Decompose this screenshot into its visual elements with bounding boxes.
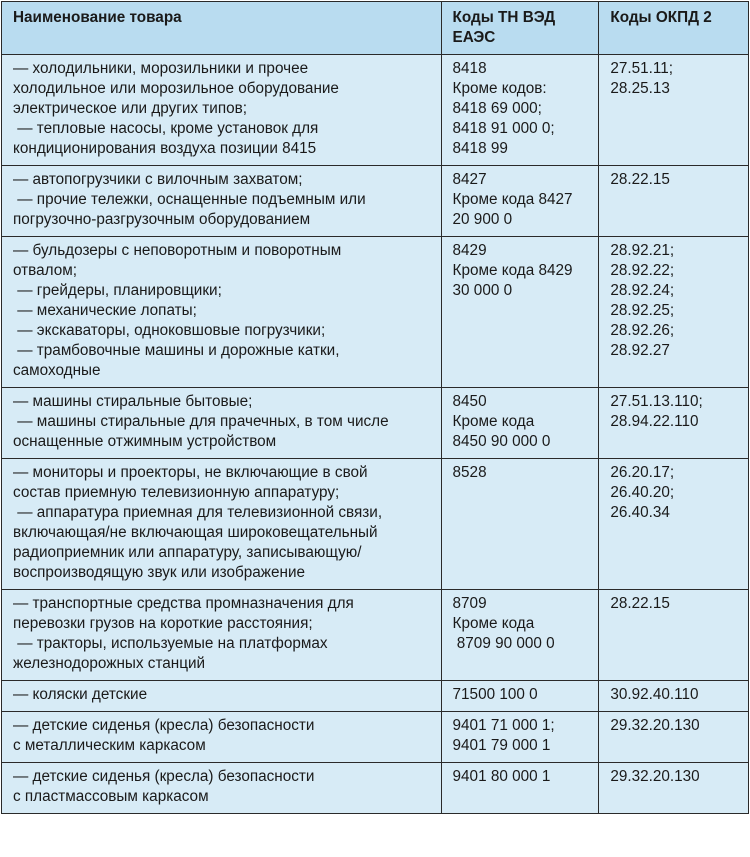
cell-tnved-codes bbox=[441, 459, 599, 590]
cell-text-line: 8427 bbox=[452, 171, 487, 188]
cell-text-line: 8418 99 bbox=[452, 140, 508, 157]
cell-text-line: 30.92.40.110 bbox=[610, 686, 699, 703]
cell-okpd-codes bbox=[599, 388, 749, 459]
cell-text-line: — прочие тележки, оснащенные подъемным или bbox=[13, 191, 366, 208]
cell-text-line: 8418 69 000; bbox=[452, 100, 542, 117]
cell-text-line: включающая/не включающая широковещательный bbox=[13, 524, 378, 541]
cell-text-line: 28.92.25; bbox=[610, 302, 675, 319]
cell-text-line: — механические лопаты; bbox=[13, 302, 197, 319]
table-row bbox=[2, 763, 749, 814]
cell-text-line: 8450 bbox=[452, 393, 487, 410]
cell-text-line: 8528 bbox=[452, 464, 487, 481]
cell-text-line: отвалом; bbox=[13, 262, 78, 279]
cell-okpd-codes bbox=[599, 763, 749, 814]
cell-text-line: — машины стиральные бытовые; bbox=[13, 393, 253, 410]
header-okpd-codes: Коды ОКПД 2 bbox=[599, 2, 749, 55]
cell-text-line: 28.92.27 bbox=[610, 342, 670, 359]
table-row bbox=[2, 388, 749, 459]
cell-text-line: 26.40.34 bbox=[610, 504, 670, 521]
cell-text-line: оснащенные отжимным устройством bbox=[13, 433, 277, 450]
cell-okpd-codes bbox=[599, 712, 749, 763]
cell-text-line: — детские сиденья (кресла) безопасности bbox=[13, 717, 315, 734]
cell-text-line: — аппаратура приемная для телевизионной связи, bbox=[13, 504, 383, 521]
cell-product-name bbox=[2, 388, 442, 459]
cell-product-name bbox=[2, 763, 442, 814]
cell-text-line: — мониторы и проекторы, не включающие в свой bbox=[13, 464, 368, 481]
cell-product-name bbox=[2, 55, 442, 166]
cell-text-line: электрическое или других типов; bbox=[13, 100, 247, 117]
cell-text-line: 28.25.13 bbox=[610, 80, 670, 97]
cell-text-line: 28.94.22.110 bbox=[610, 413, 699, 430]
cell-product-name bbox=[2, 590, 442, 681]
cell-text-line: Кроме кода bbox=[452, 615, 535, 632]
cell-text-line: 8709 90 000 0 bbox=[452, 635, 555, 652]
document-page bbox=[0, 1, 750, 857]
header-row bbox=[2, 2, 749, 55]
cell-okpd-codes bbox=[599, 166, 749, 237]
cell-text-line: 30 000 0 bbox=[452, 282, 513, 299]
cell-text-line: 28.92.24; bbox=[610, 282, 675, 299]
table-header bbox=[2, 2, 749, 55]
cell-text-line: 8429 bbox=[452, 242, 487, 259]
cell-text-line: 9401 79 000 1 bbox=[452, 737, 551, 754]
cell-text-line: 28.22.15 bbox=[610, 595, 670, 612]
cell-tnved-codes bbox=[441, 712, 599, 763]
cell-tnved-codes bbox=[441, 388, 599, 459]
cell-text-line: 9401 80 000 1 bbox=[452, 768, 551, 785]
cell-text-line: с пластмассовым каркасом bbox=[13, 788, 209, 805]
cell-tnved-codes bbox=[441, 55, 599, 166]
cell-text-line: — бульдозеры с неповоротным и поворотным bbox=[13, 242, 342, 259]
cell-text-line: 26.20.17; bbox=[610, 464, 675, 481]
cell-tnved-codes bbox=[441, 237, 599, 388]
cell-text-line: — грейдеры, планировщики; bbox=[13, 282, 222, 299]
cell-text-line: состав приемную телевизионную аппаратуру; bbox=[13, 484, 340, 501]
table-row bbox=[2, 459, 749, 590]
cell-text-line: — машины стиральные для прачечных, в том числе bbox=[13, 413, 389, 430]
cell-tnved-codes bbox=[441, 763, 599, 814]
cell-text-line: с металлическим каркасом bbox=[13, 737, 206, 754]
cell-okpd-codes bbox=[599, 237, 749, 388]
cell-text-line: 8709 bbox=[452, 595, 487, 612]
cell-text-line: 29.32.20.130 bbox=[610, 717, 700, 734]
cell-text-line: 8450 90 000 0 bbox=[452, 433, 551, 450]
cell-okpd-codes bbox=[599, 55, 749, 166]
cell-text-line: 71500 100 0 bbox=[452, 686, 538, 703]
cell-product-name bbox=[2, 712, 442, 763]
cell-product-name bbox=[2, 681, 442, 712]
cell-text-line: — тракторы, используемые на платформах bbox=[13, 635, 328, 652]
cell-text-line: 26.40.20; bbox=[610, 484, 675, 501]
cell-text-line: перевозки грузов на короткие расстояния; bbox=[13, 615, 313, 632]
cell-text-line: 29.32.20.130 bbox=[610, 768, 700, 785]
table-row bbox=[2, 55, 749, 166]
table-body bbox=[2, 55, 749, 814]
cell-product-name bbox=[2, 166, 442, 237]
cell-okpd-codes bbox=[599, 681, 749, 712]
cell-text-line: самоходные bbox=[13, 362, 101, 379]
cell-text-line: 8418 91 000 0; bbox=[452, 120, 555, 137]
cell-text-line: — детские сиденья (кресла) безопасности bbox=[13, 768, 315, 785]
cell-text-line: 20 900 0 bbox=[452, 211, 513, 228]
cell-text-line: кондиционирования воздуха позиции 8415 bbox=[13, 140, 317, 157]
table-row bbox=[2, 166, 749, 237]
cell-text-line: 28.92.21; bbox=[610, 242, 675, 259]
cell-text-line: — транспортные средства промназначения для bbox=[13, 595, 354, 612]
cell-text-line: Кроме кодов: bbox=[452, 80, 547, 97]
cell-text-line: Кроме кода bbox=[452, 413, 535, 430]
cell-product-name bbox=[2, 237, 442, 388]
header-product-name: Наименование товара bbox=[2, 2, 442, 55]
table-row bbox=[2, 712, 749, 763]
cell-tnved-codes bbox=[441, 166, 599, 237]
table-row bbox=[2, 681, 749, 712]
cell-text-line: воспроизводящую звук или изображение bbox=[13, 564, 305, 581]
header-tnved-codes: Коды ТН ВЭД ЕАЭС bbox=[441, 2, 599, 55]
cell-product-name bbox=[2, 459, 442, 590]
table-row bbox=[2, 590, 749, 681]
cell-text-line: 27.51.13.110; bbox=[610, 393, 703, 410]
cell-text-line: Кроме кода 8427 bbox=[452, 191, 573, 208]
cell-text-line: — трамбовочные машины и дорожные катки, bbox=[13, 342, 340, 359]
cell-text-line: холодильное или морозильное оборудование bbox=[13, 80, 339, 97]
cell-text-line: 27.51.11; bbox=[610, 60, 674, 77]
cell-text-line: радиоприемник или аппаратуру, записывающую/ bbox=[13, 544, 362, 561]
cell-text-line: — экскаваторы, одноковшовые погрузчики; bbox=[13, 322, 326, 339]
cell-text-line: погрузочно-разгрузочным оборудованием bbox=[13, 211, 311, 228]
cell-okpd-codes bbox=[599, 459, 749, 590]
cell-text-line: железнодорожных станций bbox=[13, 655, 206, 672]
cell-text-line: 28.22.15 bbox=[610, 171, 670, 188]
cell-text-line: — автопогрузчики с вилочным захватом; bbox=[13, 171, 303, 188]
cell-text-line: 28.92.22; bbox=[610, 262, 675, 279]
cell-okpd-codes bbox=[599, 590, 749, 681]
table-row bbox=[2, 237, 749, 388]
cell-text-line: — тепловые насосы, кроме установок для bbox=[13, 120, 319, 137]
cell-tnved-codes bbox=[441, 681, 599, 712]
cell-text-line: 8418 bbox=[452, 60, 487, 77]
cell-text-line: 28.92.26; bbox=[610, 322, 675, 339]
goods-codes-table bbox=[1, 1, 749, 814]
cell-text-line: 9401 71 000 1; bbox=[452, 717, 555, 734]
cell-text-line: — коляски детские bbox=[13, 686, 148, 703]
cell-text-line: — холодильники, морозильники и прочее bbox=[13, 60, 309, 77]
cell-text-line: Кроме кода 8429 bbox=[452, 262, 573, 279]
cell-tnved-codes bbox=[441, 590, 599, 681]
